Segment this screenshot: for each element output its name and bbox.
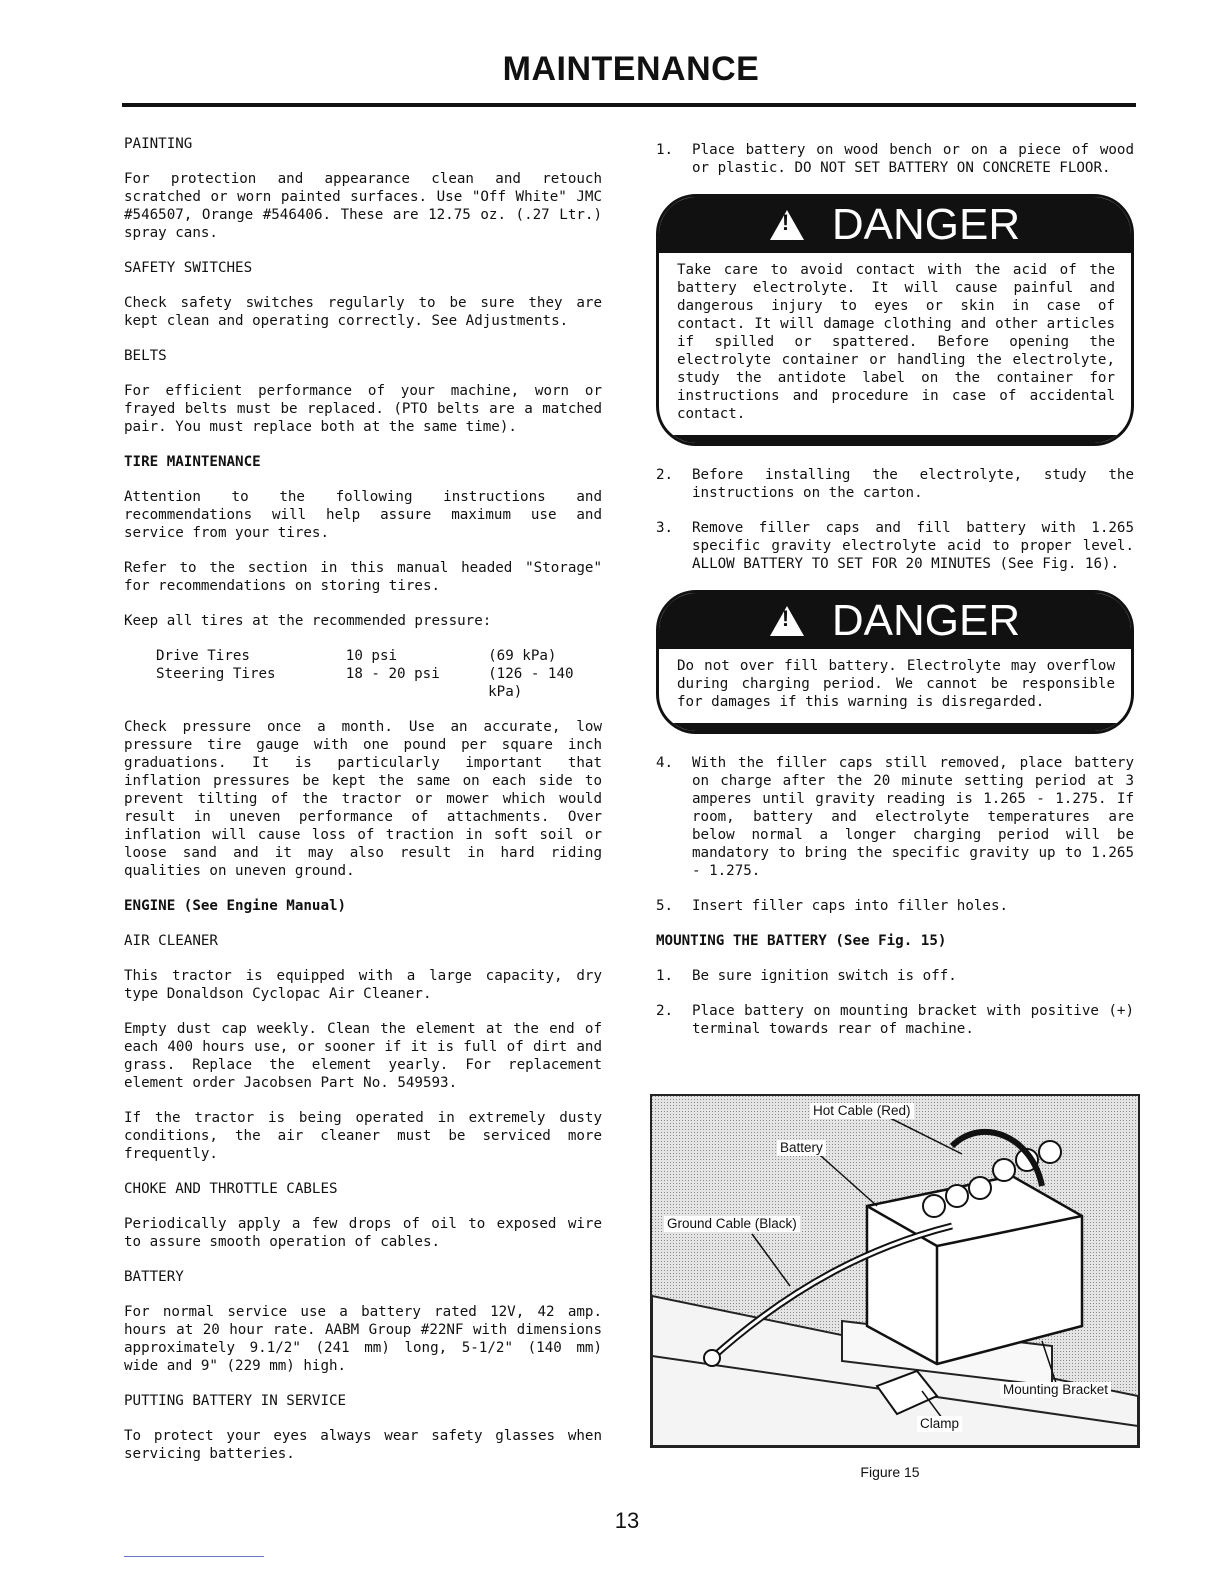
step-number: 2. <box>656 467 674 483</box>
filler-cap <box>1039 1141 1061 1163</box>
tire-name: Drive Tires <box>156 648 250 664</box>
painting-heading: PAINTING <box>124 136 193 152</box>
putting-battery-text: To protect your eyes always wear safety glasses when servicing batteries. <box>124 1428 602 1462</box>
air-cleaner-text-2: Empty dust cap weekly. Clean the element at the end of each 400 hours use, or sooner if it is full of dirt and grass. Replace the element yearly. For replacement element order Jacobsen Part No. 549593. <box>124 1021 602 1091</box>
tire-text-4: Check pressure once a month. Use an accurate, low pressure tire gauge with one pound per square inch graduations. It is particularly important that inflation pressures be kept the same on each side to prevent tilting of the tractor or mower which would result in uneven performance of attachments. Over inflation will cause loss of traction in soft soil or loose sand and it may also result in hard riding qualities on uneven ground. <box>124 719 602 879</box>
list-item <box>656 897 1134 915</box>
list-item <box>656 519 1134 573</box>
warning-triangle-icon <box>770 606 804 636</box>
left-column <box>124 135 602 1480</box>
label-battery: Battery <box>777 1140 826 1156</box>
mounting-heading: MOUNTING THE BATTERY (See Fig. 15) <box>656 933 947 949</box>
tire-maintenance-heading: TIRE MAINTENANCE <box>124 454 261 470</box>
footer-line <box>124 1556 264 1557</box>
danger-label: DANGER <box>831 596 1021 645</box>
label-hot-cable: Hot Cable (Red) <box>810 1103 914 1119</box>
air-cleaner-text-1: This tractor is equipped with a large capacity, dry type Donaldson Cyclopac Air Cleaner. <box>124 968 602 1002</box>
engine-heading: ENGINE (See Engine Manual) <box>124 898 347 914</box>
tire-psi: 10 psi <box>345 648 398 664</box>
table-row <box>156 665 602 701</box>
danger-label: DANGER <box>831 200 1021 249</box>
tire-text-3: Keep all tires at the recommended pressure: <box>124 613 492 629</box>
list-item <box>656 967 1134 985</box>
page-title: MAINTENANCE <box>502 50 760 88</box>
tire-kpa: (126 - 140 kPa) <box>488 666 574 700</box>
page-number: 13 <box>614 1508 640 1533</box>
warning-triangle-icon <box>770 210 804 240</box>
tire-pressure-table <box>156 647 602 701</box>
danger-box-overfill <box>656 590 1134 734</box>
table-row <box>156 647 602 665</box>
tire-kpa: (69 kPa) <box>488 648 557 664</box>
choke-heading: CHOKE AND THROTTLE CABLES <box>124 1181 338 1197</box>
figure-caption: Figure 15 <box>860 1464 920 1480</box>
step-number: 4. <box>656 755 674 771</box>
step-number: 1. <box>656 968 674 984</box>
step-text: With the filler caps still removed, place battery on charge after the 20 minute setting period at 3 amperes until gravity reading is 1.265 - 1.275. If room, battery and electrolyte temperatures are below normal a longer charging period will be mandatory to bring the specific gravity up to 1.265 - 1.275. <box>692 755 1134 879</box>
label-ground-cable: Ground Cable (Black) <box>664 1216 800 1232</box>
step-number: 3. <box>656 520 674 536</box>
step-number: 5. <box>656 898 674 914</box>
figure-15-illustration <box>650 1094 1140 1448</box>
belts-heading: BELTS <box>124 348 167 364</box>
list-item <box>656 754 1134 880</box>
right-column <box>656 141 1134 1055</box>
step-text: Insert filler caps into filler holes. <box>692 898 1009 914</box>
battery-heading: BATTERY <box>124 1269 184 1285</box>
label-clamp: Clamp <box>917 1416 962 1432</box>
air-cleaner-text-3: If the tractor is being operated in extremely dusty conditions, the air cleaner must be serviced more frequently. <box>124 1110 602 1162</box>
filler-cap <box>993 1159 1015 1181</box>
danger-text: Do not over fill battery. Electrolyte may overflow during charging period. We cannot be responsible for damages if this warning is disregarded. <box>659 649 1131 731</box>
filler-cap <box>969 1177 991 1199</box>
danger-banner <box>659 593 1131 649</box>
putting-battery-heading: PUTTING BATTERY IN SERVICE <box>124 1393 347 1409</box>
air-cleaner-heading: AIR CLEANER <box>124 933 218 949</box>
step-number: 2. <box>656 1003 674 1019</box>
tire-text-1: Attention to the following instructions and recommendations will help assure maximum use and service from your tires. <box>124 489 602 541</box>
step-text: Before installing the electrolyte, study the instructions on the carton. <box>692 467 1134 501</box>
filler-cap <box>923 1195 945 1217</box>
list-item <box>656 466 1134 502</box>
step-text: Be sure ignition switch is off. <box>692 968 957 984</box>
filler-cap <box>946 1185 968 1207</box>
safety-switches-text: Check safety switches regularly to be sure they are kept clean and operating correctly. See Adjustments. <box>124 295 602 329</box>
title-rule <box>122 103 1136 107</box>
list-item <box>656 141 1134 177</box>
label-mounting-bracket: Mounting Bracket <box>1000 1382 1111 1398</box>
danger-banner <box>659 197 1131 253</box>
ground-bolt <box>704 1350 720 1366</box>
belts-text: For efficient performance of your machine, worn or frayed belts must be replaced. (PTO belts are a matched pair. You must replace both at the same time). <box>124 383 602 435</box>
tire-name: Steering Tires <box>156 666 276 682</box>
tire-text-2: Refer to the section in this manual headed "Storage" for recommendations on storing tires. <box>124 560 602 594</box>
step-number: 1. <box>656 142 674 158</box>
danger-text: Take care to avoid contact with the acid of the battery electrolyte. It will cause painful and dangerous injury to eyes or skin in case of contact. It will damage clothing and other articles if spilled or spattered. Before opening the electrolyte container or handling the electrolyte, study the antidote label on the container for instructions and procedure in case of accidental contact. <box>659 253 1131 443</box>
danger-box-acid <box>656 194 1134 446</box>
choke-text: Periodically apply a few drops of oil to exposed wire to assure smooth operation of cables. <box>124 1216 602 1250</box>
step-text: Place battery on wood bench or on a piece of wood or plastic. DO NOT SET BATTERY ON CONCRETE FLOOR. <box>692 142 1134 176</box>
list-item <box>656 1002 1134 1038</box>
tire-psi: 18 - 20 psi <box>345 666 440 682</box>
safety-switches-heading: SAFETY SWITCHES <box>124 260 253 276</box>
step-text: Remove filler caps and fill battery with 1.265 specific gravity electrolyte acid to proper level. ALLOW BATTERY TO SET FOR 20 MINUTES (See Fig. 16). <box>692 520 1134 572</box>
step-text: Place battery on mounting bracket with positive (+) terminal towards rear of machine. <box>692 1003 1134 1037</box>
painting-text: For protection and appearance clean and retouch scratched or worn painted surfaces. Use "Off White" JMC #546507, Orange #546406. These are 12.75 oz. (.27 Ltr.) spray cans. <box>124 171 602 241</box>
battery-text: For normal service use a battery rated 12V, 42 amp. hours at 20 hour rate. AABM Group #22NF with dimensions approximately 9.1/2" (241 mm) long, 5-1/2" (140 mm) wide and 9" (229 mm) high. <box>124 1304 602 1374</box>
